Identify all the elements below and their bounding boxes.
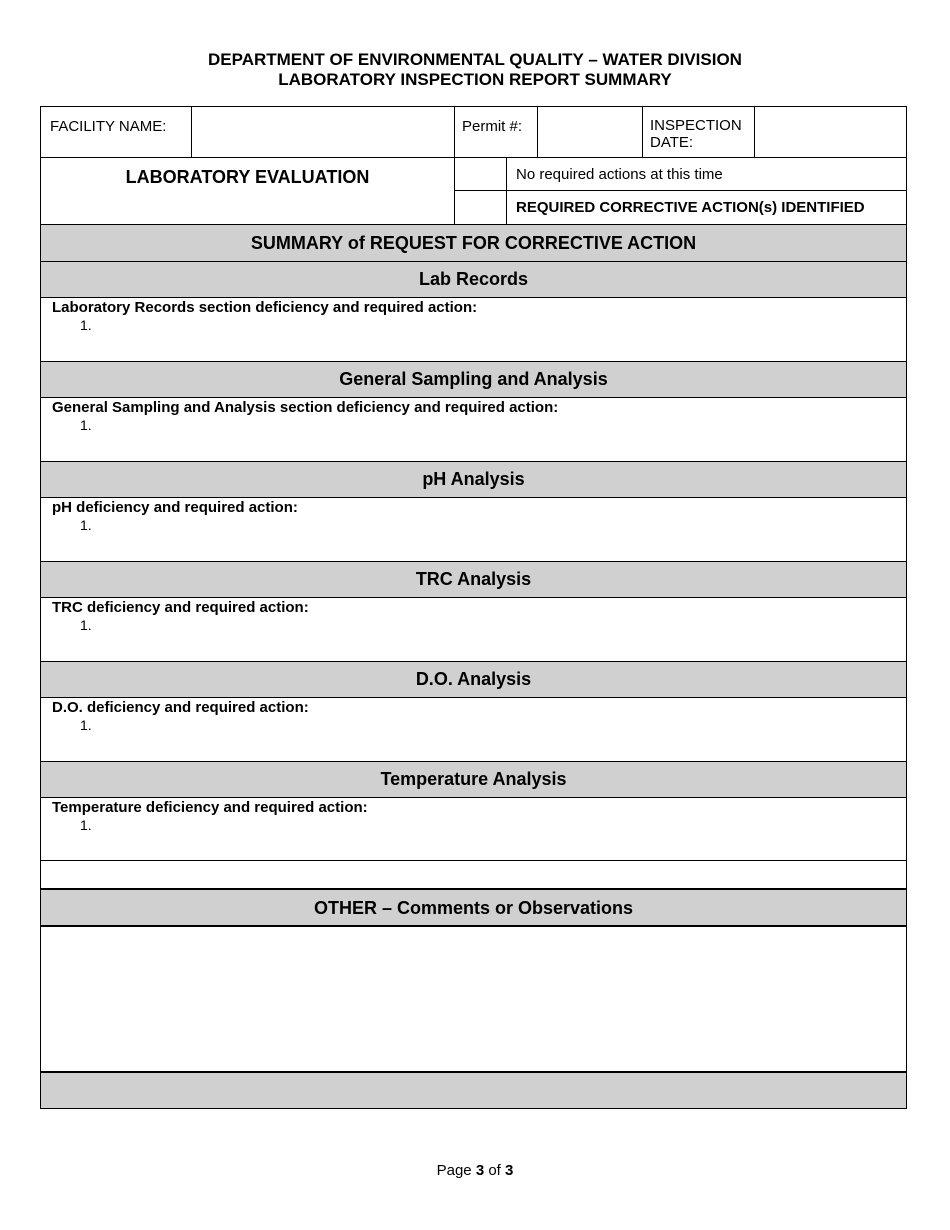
section-body-ph[interactable] — [40, 497, 907, 562]
section-body-do[interactable] — [40, 697, 907, 762]
section-question: pH deficiency and required action: — [52, 499, 298, 516]
footer-band — [40, 1072, 907, 1109]
section-header-lab-records: Lab Records — [40, 261, 907, 298]
other-comments-header: OTHER – Comments or Observations — [40, 888, 907, 927]
section-item-number: 1. — [80, 817, 92, 833]
section-item-number: 1. — [80, 317, 92, 333]
permit-field[interactable] — [538, 107, 642, 157]
section-item-number: 1. — [80, 617, 92, 633]
section-header-temperature: Temperature Analysis — [40, 761, 907, 798]
corrective-action-label: REQUIRED CORRECTIVE ACTION(s) IDENTIFIED — [516, 199, 865, 216]
inspection-date-field[interactable] — [755, 107, 906, 157]
summary-header: SUMMARY of REQUEST FOR CORRECTIVE ACTION — [40, 224, 907, 262]
of-word: of — [488, 1162, 501, 1179]
section-item-number: 1. — [80, 717, 92, 733]
info-row — [40, 106, 907, 158]
section-header-general-sampling: General Sampling and Analysis — [40, 361, 907, 398]
evaluation-title: LABORATORY EVALUATION — [125, 167, 370, 187]
other-comments-field[interactable] — [40, 926, 907, 1073]
total-pages: 3 — [505, 1162, 514, 1179]
page-number — [0, 1162, 950, 1179]
section-body-temperature[interactable] — [40, 797, 907, 861]
section-question: Laboratory Records section deficiency and required action: — [52, 299, 478, 316]
section-header-ph: pH Analysis — [40, 461, 907, 498]
facility-name-field[interactable] — [192, 107, 454, 157]
corrective-action-checkbox[interactable] — [455, 191, 506, 224]
section-body-general-sampling[interactable] — [40, 397, 907, 462]
section-body-lab-records[interactable] — [40, 297, 907, 362]
no-action-label: No required actions at this time — [516, 166, 723, 183]
section-question: Temperature deficiency and required action: — [52, 799, 368, 816]
section-header-do: D.O. Analysis — [40, 661, 907, 698]
title-line-2: LABORATORY INSPECTION REPORT SUMMARY — [278, 70, 672, 89]
section-item-number: 1. — [80, 517, 92, 533]
section-question: General Sampling and Analysis section deficiency and required action: — [52, 399, 559, 416]
section-header-trc: TRC Analysis — [40, 561, 907, 598]
section-question: TRC deficiency and required action: — [52, 599, 309, 616]
blank-row — [40, 860, 907, 889]
no-action-checkbox[interactable] — [455, 157, 506, 190]
page-word: Page — [436, 1162, 472, 1179]
facility-name-label: FACILITY NAME: — [50, 118, 167, 135]
title-line-1: DEPARTMENT OF ENVIRONMENTAL QUALITY – WATER DIVISION — [208, 50, 742, 69]
inspection-date-label: INSPECTION DATE: — [650, 117, 742, 151]
evaluation-block — [40, 157, 907, 225]
document-title — [0, 50, 950, 90]
section-question: D.O. deficiency and required action: — [52, 699, 309, 716]
permit-label: Permit #: — [462, 118, 523, 135]
section-item-number: 1. — [80, 417, 92, 433]
current-page: 3 — [475, 1162, 485, 1179]
section-body-trc[interactable] — [40, 597, 907, 662]
